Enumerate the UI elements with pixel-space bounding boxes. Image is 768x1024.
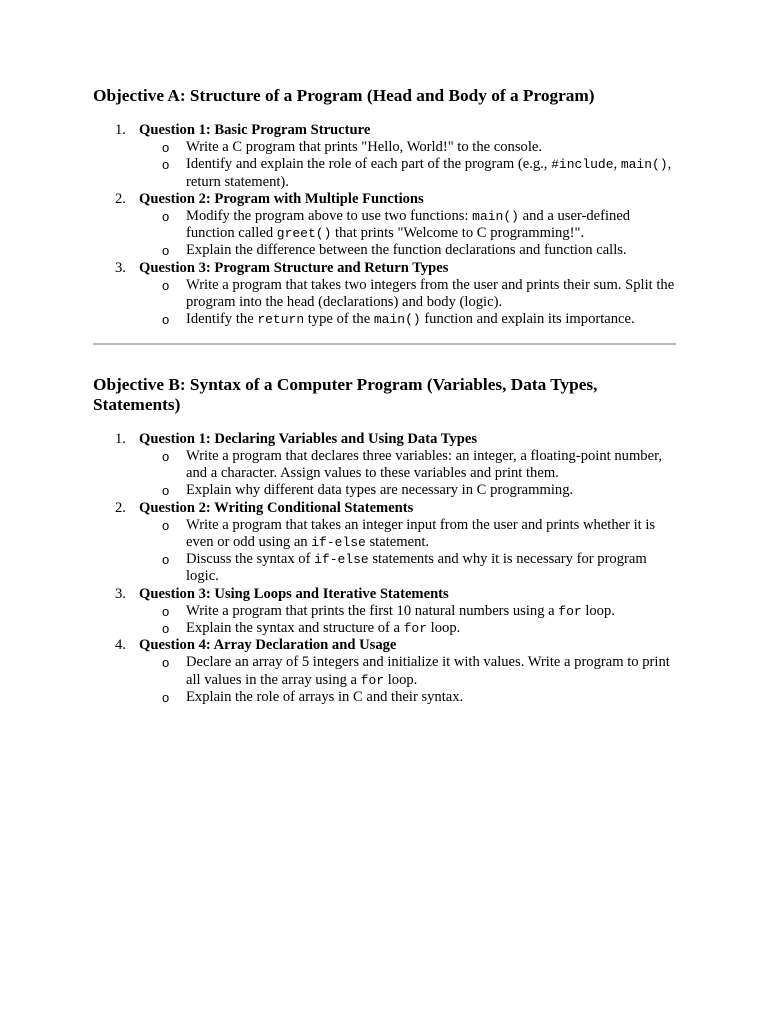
inline-code: if-else <box>311 534 366 550</box>
question-point <box>139 242 676 259</box>
question-number: 3. <box>115 259 126 276</box>
point-text: loop. <box>384 671 418 688</box>
question-item <box>93 260 676 329</box>
question-title: Question 1: Basic Program Structure <box>139 122 371 138</box>
question-number: 4. <box>115 637 126 654</box>
bullet-icon: o <box>162 208 170 224</box>
bullet-icon: o <box>162 689 170 705</box>
question-point <box>139 448 676 483</box>
point-text: Declare an array of 5 integers and initialize it with values. Write a program to print all values in the array using a <box>186 654 670 688</box>
bullet-icon: o <box>162 552 170 568</box>
bullet-icon: o <box>162 483 170 499</box>
point-text: Explain the difference between the function declarations and function calls. <box>186 242 627 259</box>
question-title: Question 1: Declaring Variables and Using Data Types <box>139 430 477 447</box>
section-divider <box>93 343 676 345</box>
point-text: Explain why different data types are necessary in C programming. <box>186 482 574 499</box>
objective-b-heading: Objective B: Syntax of a Computer Program (Variables, Data Types, Statements) <box>93 374 598 414</box>
question-points <box>139 139 676 191</box>
bullet-icon: o <box>162 312 170 328</box>
bullet-icon: o <box>162 277 170 293</box>
question-points <box>139 654 676 706</box>
point-text: Identify and explain the role of each part of the program (e.g., <box>186 156 552 173</box>
bullet-icon: o <box>162 448 170 464</box>
question-point <box>139 654 676 689</box>
question-title: Question 3: Program Structure and Return Types <box>139 259 449 276</box>
point-text: function and explain its importance. <box>420 311 635 328</box>
question-title: Question 3: Using Loops and Iterative Statements <box>139 585 449 602</box>
inline-code: main() <box>373 312 421 328</box>
question-item <box>93 191 676 260</box>
question-number: 1. <box>115 430 126 447</box>
point-text: Write a program that declares three variables: an integer, a floating-point number, and a character. Assign values to these variables and print them. <box>186 447 662 481</box>
question-point <box>139 603 676 620</box>
point-text: loop. <box>427 620 461 637</box>
question-number: 2. <box>115 499 126 516</box>
question-item <box>93 500 676 586</box>
question-item <box>93 586 676 638</box>
document-page <box>93 86 676 706</box>
inline-code: if-else <box>314 552 369 568</box>
inline-code: return <box>257 312 305 328</box>
point-text: , return statement). <box>186 156 672 190</box>
point-text: type of the <box>304 311 374 328</box>
question-point <box>139 156 676 191</box>
question-points <box>139 517 676 586</box>
bullet-icon: o <box>162 517 170 533</box>
point-text: Write a program that prints the first 10 natural numbers using a <box>186 602 559 619</box>
inline-code: main() <box>472 208 519 224</box>
point-text: Write a program that takes two integers from the user and prints their sum. Split the program into the head (declarations) and body (logic). <box>186 276 675 311</box>
question-title: Question 2: Program with Multiple Functions <box>139 190 424 207</box>
point-text: loop. <box>581 602 615 619</box>
question-points <box>139 448 676 500</box>
point-text: Explain the role of arrays in C and their syntax. <box>186 688 464 705</box>
inline-code: for <box>403 621 428 637</box>
question-point <box>139 620 676 637</box>
objective-a-heading: Objective A: Structure of a Program (Head and Body of a Program) <box>93 86 595 105</box>
bullet-icon: o <box>162 157 170 173</box>
question-point <box>139 482 676 499</box>
point-text: and a user-defined function called <box>186 207 631 242</box>
question-point <box>139 689 676 706</box>
objective-a-question-list <box>93 122 676 329</box>
inline-code: #include <box>551 157 614 173</box>
question-point <box>139 311 676 328</box>
bullet-icon: o <box>162 243 170 259</box>
question-number: 1. <box>115 122 126 138</box>
bullet-icon: o <box>162 621 170 637</box>
question-point <box>139 208 676 243</box>
point-text: Modify the program above to use two functions: <box>186 207 473 224</box>
question-number: 2. <box>115 190 126 207</box>
point-text: Explain the syntax and structure of a <box>186 620 404 637</box>
point-text: Write a C program that prints "Hello, World!" to the console. <box>186 139 542 155</box>
objective-b-question-list <box>93 431 676 707</box>
question-item <box>93 122 676 191</box>
question-title: Question 4: Array Declaration and Usage <box>139 637 397 654</box>
bullet-icon: o <box>162 603 170 619</box>
question-point <box>139 139 676 156</box>
point-text: Discuss the syntax of <box>186 551 315 568</box>
point-text: Identify the <box>186 311 258 328</box>
question-item <box>93 431 676 500</box>
question-point <box>139 517 676 552</box>
question-points <box>139 277 676 329</box>
question-point <box>139 277 676 312</box>
point-text: statement. <box>365 533 430 550</box>
point-text: that prints "Welcome to C programming!". <box>331 225 585 242</box>
question-point <box>139 551 676 586</box>
inline-code: for <box>558 603 582 619</box>
question-item <box>93 637 676 706</box>
question-title: Question 2: Writing Conditional Statements <box>139 499 414 516</box>
question-number: 3. <box>115 585 126 602</box>
question-points <box>139 603 676 638</box>
bullet-icon: o <box>162 655 170 671</box>
point-text: , <box>613 156 621 173</box>
inline-code: greet() <box>276 226 332 242</box>
inline-code: main() <box>620 157 668 173</box>
point-text: statements and why it is necessary for program logic. <box>186 551 647 585</box>
point-text: Write a program that takes an integer input from the user and prints whether it is even or odd using an <box>186 516 656 550</box>
question-points <box>139 208 676 260</box>
inline-code: for <box>360 672 385 688</box>
bullet-icon: o <box>162 140 170 155</box>
